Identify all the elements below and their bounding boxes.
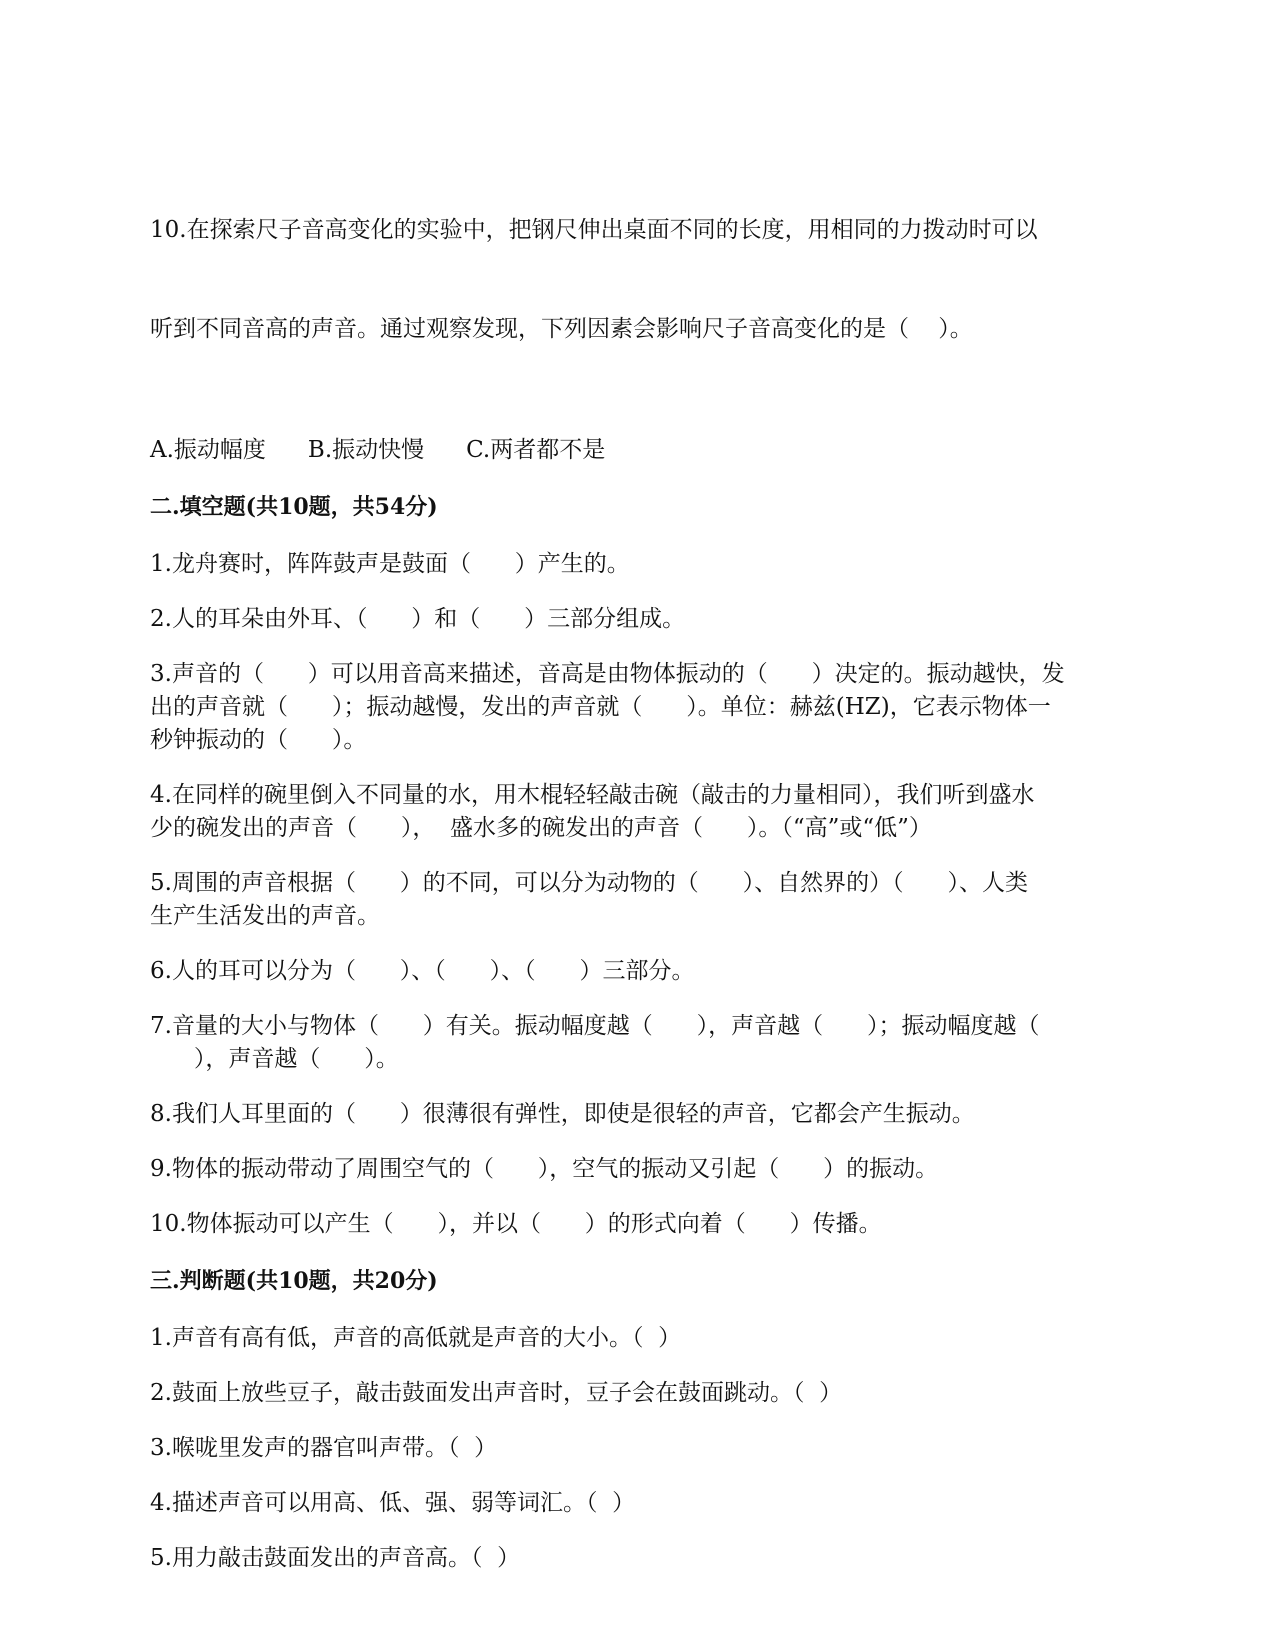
fill-question-9 (150, 1153, 1125, 1186)
option-a: A.振动幅度 (150, 437, 266, 463)
question-line: 6.人的耳可以分为（ ）、（ ）、（ ）三部分。 (150, 958, 695, 984)
question-line: 9.物体的振动带动了周围空气的（ ），空气的振动又引起（ ）的振动。 (150, 1156, 939, 1182)
question-line: 10.物体振动可以产生（ ），并以（ ）的形式向着（ ）传播。 (150, 1211, 882, 1237)
fill-question-10 (150, 1208, 1125, 1241)
fill-question-5 (150, 867, 1125, 933)
question-line: 10.在探索尺子音高变化的实验中，把钢尺伸出桌面不同的长度，用相同的力拨动时可以 (150, 217, 1038, 243)
judge-question-1: 1.声音有高有低，声音的高低就是声音的大小。（ ） (150, 1325, 682, 1351)
question-line: 秒钟振动的（ ）。 (150, 727, 367, 753)
question-line: 2.人的耳朵由外耳、（ ）和（ ）三部分组成。 (150, 606, 686, 632)
question-line: 少的碗发出的声音（ ）， 盛水多的碗发出的声音（ ）。（“高”或“低”） (150, 815, 932, 841)
fill-question-8 (150, 1098, 1125, 1131)
question-line: 8.我们人耳里面的（ ）很薄很有弹性，即使是很轻的声音，它都会产生振动。 (150, 1101, 975, 1127)
judge-question-5: 5.用力敲击鼓面发出的声音高。（ ） (150, 1545, 521, 1571)
answer-options (150, 434, 1125, 467)
choice-question-10 (150, 148, 1125, 467)
judge-question-3: 3.喉咙里发声的器官叫声带。（ ） (150, 1435, 498, 1461)
fill-question-7 (150, 1010, 1125, 1076)
question-line: 听到不同音高的声音。通过观察发现，下列因素会影响尺子音高变化的是（ ）。 (150, 316, 973, 342)
option-b: B.振动快慢 (307, 437, 425, 463)
fill-question-1 (150, 548, 1125, 581)
question-line: 5.周围的声音根据（ ）的不同，可以分为动物的（ ）、自然界的）（ ）、人类 (150, 870, 1029, 896)
judge-question-2: 2.鼓面上放些豆子，敲击鼓面发出声音时，豆子会在鼓面跳动。（ ） (150, 1380, 843, 1406)
question-line: 4.在同样的碗里倒入不同量的水，用木棍轻轻敲击碗（敲击的力量相同），我们听到盛水 (150, 782, 1035, 808)
option-c: C.两者都不是 (466, 437, 606, 463)
question-line: ），声音越（ ）。 (150, 1046, 399, 1072)
question-line: 生产生活发出的声音。 (150, 903, 380, 929)
section-heading-judge: 三.判断题(共10题，共20分) (150, 1268, 438, 1294)
question-line: 3.声音的（ ）可以用音高来描述，音高是由物体振动的（ ）决定的。振动越快，发 (150, 661, 1065, 687)
question-text (150, 148, 1125, 412)
fill-question-2 (150, 603, 1125, 636)
fill-question-4 (150, 779, 1125, 845)
fill-question-3 (150, 658, 1125, 757)
question-line: 7.音量的大小与物体（ ）有关。振动幅度越（ ），声音越（ ）；振动幅度越（ (150, 1013, 1040, 1039)
exam-page (150, 148, 1125, 1575)
judge-question-4: 4.描述声音可以用高、低、强、弱等词汇。（ ） (150, 1490, 636, 1516)
fill-question-6 (150, 955, 1125, 988)
question-line: 出的声音就（ ）；振动越慢，发出的声音就（ ）。单位：赫兹(HZ)，它表示物体一 (150, 694, 1051, 720)
question-line: 1.龙舟赛时，阵阵鼓声是鼓面（ ）产生的。 (150, 551, 630, 577)
section-heading-fill: 二.填空题(共10题，共54分) (150, 494, 438, 520)
